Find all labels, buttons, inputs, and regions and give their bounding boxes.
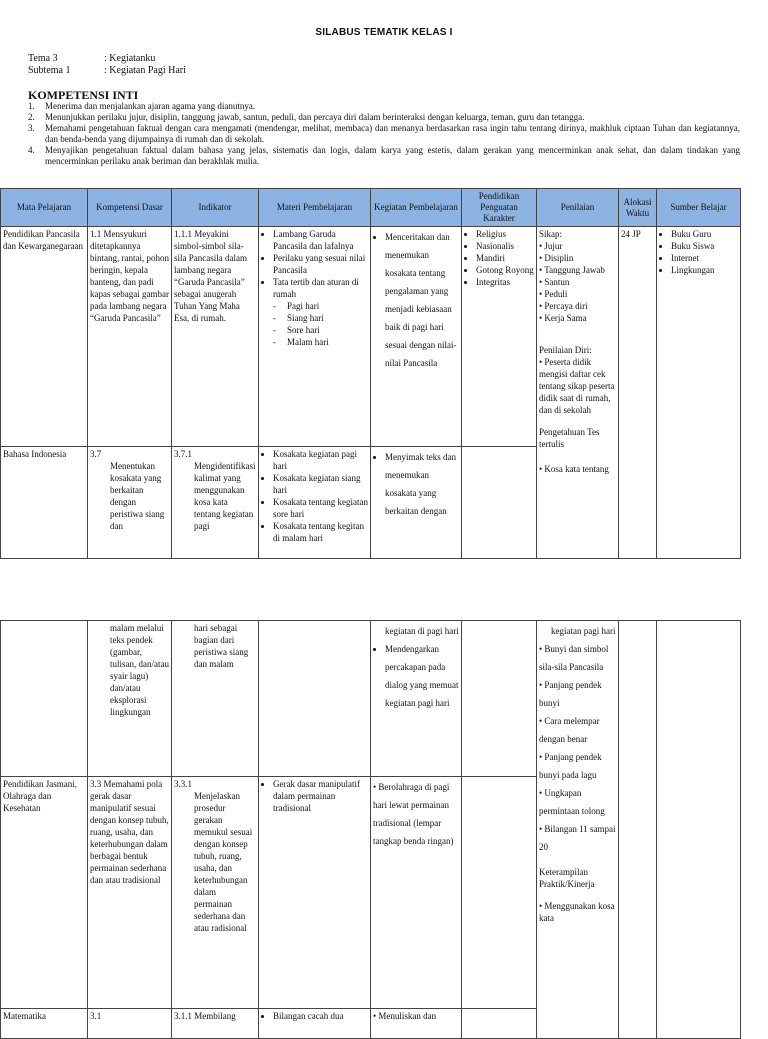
list-item: • Panjang pendek bunyi pada lagu [539, 752, 602, 780]
karakter-cell [462, 447, 537, 559]
list-item: • Kerja Sama [539, 313, 587, 323]
list-item: • Panjang pendek bunyi [539, 680, 602, 708]
col-header: Indikator [172, 189, 259, 227]
list-item: • Kosakata kegiatan siang hari [273, 472, 368, 496]
materi-cell [259, 447, 371, 559]
kegiatan-cell: • Menuliskan dan [371, 1009, 462, 1039]
meta-subtema [28, 65, 186, 76]
list-item: • Kosakata tentang kegiatan sore hari [273, 496, 368, 520]
ind-text: Membilang [194, 1011, 236, 1021]
subject-cell: Matematika [1, 1009, 88, 1039]
col-header: Penilaian [537, 189, 619, 227]
item-text: Memahami pengetahuan faktual dengan cara mengamati (mendengar, melihat, membaca) dan menanya berdasarkan rasa ingin tahu tentang dirinya, makhluk ciptaan Tuhan dan kegiatannya, dan benda-benda yang dijumpainya di rumah dan di sekolah. [45, 123, 740, 144]
col-header: Kompetensi Dasar [88, 189, 172, 227]
kd-cell: 3.1 [88, 1009, 172, 1039]
alokasi-cell: 24 JP [619, 227, 657, 559]
kd-text: malam melalui teks pendek (gambar, tulisan, dan/atau syair lagu) dan/atau eksplorasi lingkungan [110, 623, 169, 717]
list-item: • Buku Guru [671, 228, 738, 240]
meta-value: : Kegiatanku [104, 53, 156, 64]
list-item [28, 123, 740, 145]
col-header: Alokasi Waktu [619, 189, 657, 227]
kd-cell [88, 621, 172, 777]
list-item: - Siang hari [287, 312, 368, 324]
item-number: 3. [28, 123, 35, 133]
karakter-cell [462, 227, 537, 447]
ind-number: 1.1.1 [174, 229, 192, 239]
list-item: • Kosa kata tentang [539, 464, 609, 474]
item-text: Menunjukkan perilaku jujur, disiplin, tanggung jawab, santun, peduli, dan percaya diri dalam berinteraksi dengan keluarga, teman, guru dan tetangga. [45, 112, 585, 122]
alokasi-cell [619, 621, 657, 1039]
col-header: Materi Pembelajaran [259, 189, 371, 227]
materi-cell [259, 227, 371, 447]
list-item [28, 145, 740, 167]
item-number: 1. [28, 101, 35, 111]
ind-text: hari sebagai bagian dari peristiwa siang dan malam [194, 623, 249, 669]
subject-cell: Pendidikan Jasmani, Olahraga dan Kesehatan [1, 777, 88, 1009]
list-item: • Percaya diri [539, 301, 588, 311]
list-item: • Mendengarkan percakapan pada dialog yang memuat kegiatan pagi hari [385, 640, 459, 712]
list-item: • Jujur [539, 241, 563, 251]
karakter-cell [462, 621, 537, 777]
list-item: • Integritas [476, 276, 534, 288]
kd-number: 3.7 [90, 449, 102, 459]
penilaian-label: Penilaian Diri: [539, 345, 592, 355]
list-item: • Ungkapan permintaan tolong [539, 788, 605, 816]
list-item: - Sore hari [287, 324, 368, 336]
kd-text: Memahami pola gerak dasar manipulatif sesuai dengan konsep tubuh, ruang, usaha, dan keterhubungan dalam berbagai bentuk permainan sederhana dan atau tradisional [90, 779, 169, 885]
item-text: Menerima dan menjalankan ajaran agama yang dianutnya. [45, 101, 256, 111]
kd-text: Menentukan kosakata yang berkaitan dengan peristiwa siang dan [110, 461, 165, 531]
materi-cell [259, 777, 371, 1009]
penilaian-label: Pengetahuan Tes tertulis [539, 427, 600, 449]
list-item: • Internet [671, 252, 738, 264]
list-item: • Nasionalis [476, 240, 534, 252]
penilaian-label: Sikap: [539, 229, 563, 239]
kegiatan-cell [371, 227, 462, 447]
kompetensi-inti-list [28, 101, 740, 167]
penilaian-cell [537, 621, 619, 1039]
meta-key: Subtema 1 [28, 65, 71, 76]
list-item: • Menceritakan dan menemukan kosakata tentang pengalaman yang menjadi kebiasaan baik di pagi hari sesuai dengan nilai-nilai Pancasila [385, 228, 459, 372]
ind-text: Meyakini simbol-simbol sila-sila Pancasila dalam lambang negara “Garuda Pancasila” sebagai anugerah Tuhan Yang Maha Esa, di rumah. [174, 229, 247, 323]
list-item: • Gerak dasar manipulatif dalam permainan tradisional [273, 778, 368, 814]
list-item: • Lambang Garuda Pancasila dan lafalnya [273, 228, 368, 252]
item-number: 4. [28, 145, 35, 155]
meta-tema [28, 53, 155, 64]
karakter-cell [462, 777, 537, 1009]
penilaian-cell [537, 227, 619, 559]
penilaian-text: kegiatan pagi hari [551, 626, 616, 636]
list-item: • Mandiri [476, 252, 534, 264]
indikator-cell [172, 621, 259, 777]
col-header: Pendidikan Penguatan Karakter [462, 189, 537, 227]
ind-number: 3.1.1 [174, 1011, 192, 1021]
indikator-cell [172, 227, 259, 447]
list-item: • Peduli [539, 289, 568, 299]
sumber-cell [657, 621, 741, 1039]
kegiatan-cell [371, 621, 462, 777]
list-item: • Kosakata kegiatan pagi hari [273, 448, 368, 472]
list-item [28, 112, 740, 123]
list-item: • Santun [539, 277, 570, 287]
list-item: • Bunyi dan simbol sila-sila Pancasila [539, 644, 609, 672]
kegiatan-cell: • Berolahraga di pagi hari lewat permainan tradisional (lempar tangkap benda ringan) [371, 777, 462, 1009]
col-header: Mata Pelajaran [1, 189, 88, 227]
table-header-row [1, 189, 741, 227]
silabus-table-page-1 [0, 188, 741, 559]
col-header: Kegiatan Pembelajaran [371, 189, 462, 227]
list-item: • Peserta didik mengisi daftar cek tentang sikap peserta didik saat di rumah, dan di sekolah [539, 357, 615, 415]
list-item: • Buku Siswa [671, 240, 738, 252]
subject-cell: Pendidikan Pancasila dan Kewarganegaraan [1, 227, 88, 447]
list-item: • Menggunakan kosa kata [539, 901, 615, 923]
kompetensi-inti-heading: KOMPETENSI INTI [28, 88, 139, 102]
ind-number: 3.3.1 [174, 779, 192, 789]
ind-number: 3.7.1 [174, 449, 192, 459]
indikator-cell [172, 447, 259, 559]
kegiatan-text: kegiatan di pagi hari [385, 626, 459, 636]
kd-number: 1.1 [90, 229, 102, 239]
list-item: • Bilangan 11 sampai 20 [539, 824, 616, 852]
list-item: • Perilaku yang sesuai nilai Pancasila [273, 252, 368, 276]
col-header: Sumber Belajar [657, 189, 741, 227]
ind-text: Mengidentifikasi kalimat yang menggunakan kosa kata tentang kegiatan pagi [194, 461, 256, 531]
list-item: - Pagi hari [287, 300, 368, 312]
penilaian-label: Keterampilan Praktik/Kinerja [539, 867, 595, 889]
kd-number: 3.3 [90, 779, 102, 789]
list-item: • Bilangan cacah dua [273, 1010, 368, 1022]
list-item: • Tata tertib dan aturan di rumah [273, 276, 368, 300]
ind-text: Menjelaskan prosedur gerakan memukul sesuai dengan konsep tubuh, ruang, usaha, dan keterhubungan dalam permainan sederhana dan atau radisional [194, 791, 253, 933]
kegiatan-cell [371, 447, 462, 559]
document-title: SILABUS TEMATIK KELAS I [315, 27, 453, 38]
meta-value: : Kegiatan Pagi Hari [104, 65, 186, 76]
indikator-cell [172, 777, 259, 1009]
subject-cell [1, 621, 88, 777]
meta-key: Tema 3 [28, 53, 58, 64]
item-text: Menyajikan pengetahuan faktual dalam bahasa yang jelas, sistematis dan logis, dalam karya yang estetis, dalam gerakan yang mencerminkan anak sehat, dan dalam tindakan yang mencerminkan perilaku anak beriman dan berakhlak mulia. [45, 145, 740, 166]
table-row [1, 227, 741, 447]
list-item: • Tanggung Jawab [539, 265, 605, 275]
item-number: 2. [28, 112, 35, 122]
list-item: • Disiplin [539, 253, 574, 263]
list-item: • Gotong Royong [476, 264, 534, 276]
subject-cell: Bahasa Indonesia [1, 447, 88, 559]
list-item: • Religius [476, 228, 534, 240]
list-item: • Kosakata tentang kegitan di malam hari [273, 520, 368, 544]
list-item: • Cara melempar dengan benar [539, 716, 600, 744]
list-item: • Lingkungan [671, 264, 738, 276]
materi-cell [259, 621, 371, 777]
silabus-table-page-2 [0, 620, 741, 1039]
kd-cell [88, 227, 172, 447]
list-item: - Malam hari [287, 336, 368, 348]
list-item: • Menyimak teks dan menemukan kosakata yang berkaitan dengan [385, 448, 459, 520]
kd-cell [88, 447, 172, 559]
table-row [1, 621, 741, 777]
kd-cell [88, 777, 172, 1009]
sumber-cell [657, 227, 741, 559]
list-item [28, 101, 740, 112]
kd-text: Mensyukuri ditetapkannya bintang, rantai, pohon beringin, kepala banteng, dan padi kapas sebagai gambar pada lambang negara “Garuda Pancasila” [90, 229, 169, 323]
